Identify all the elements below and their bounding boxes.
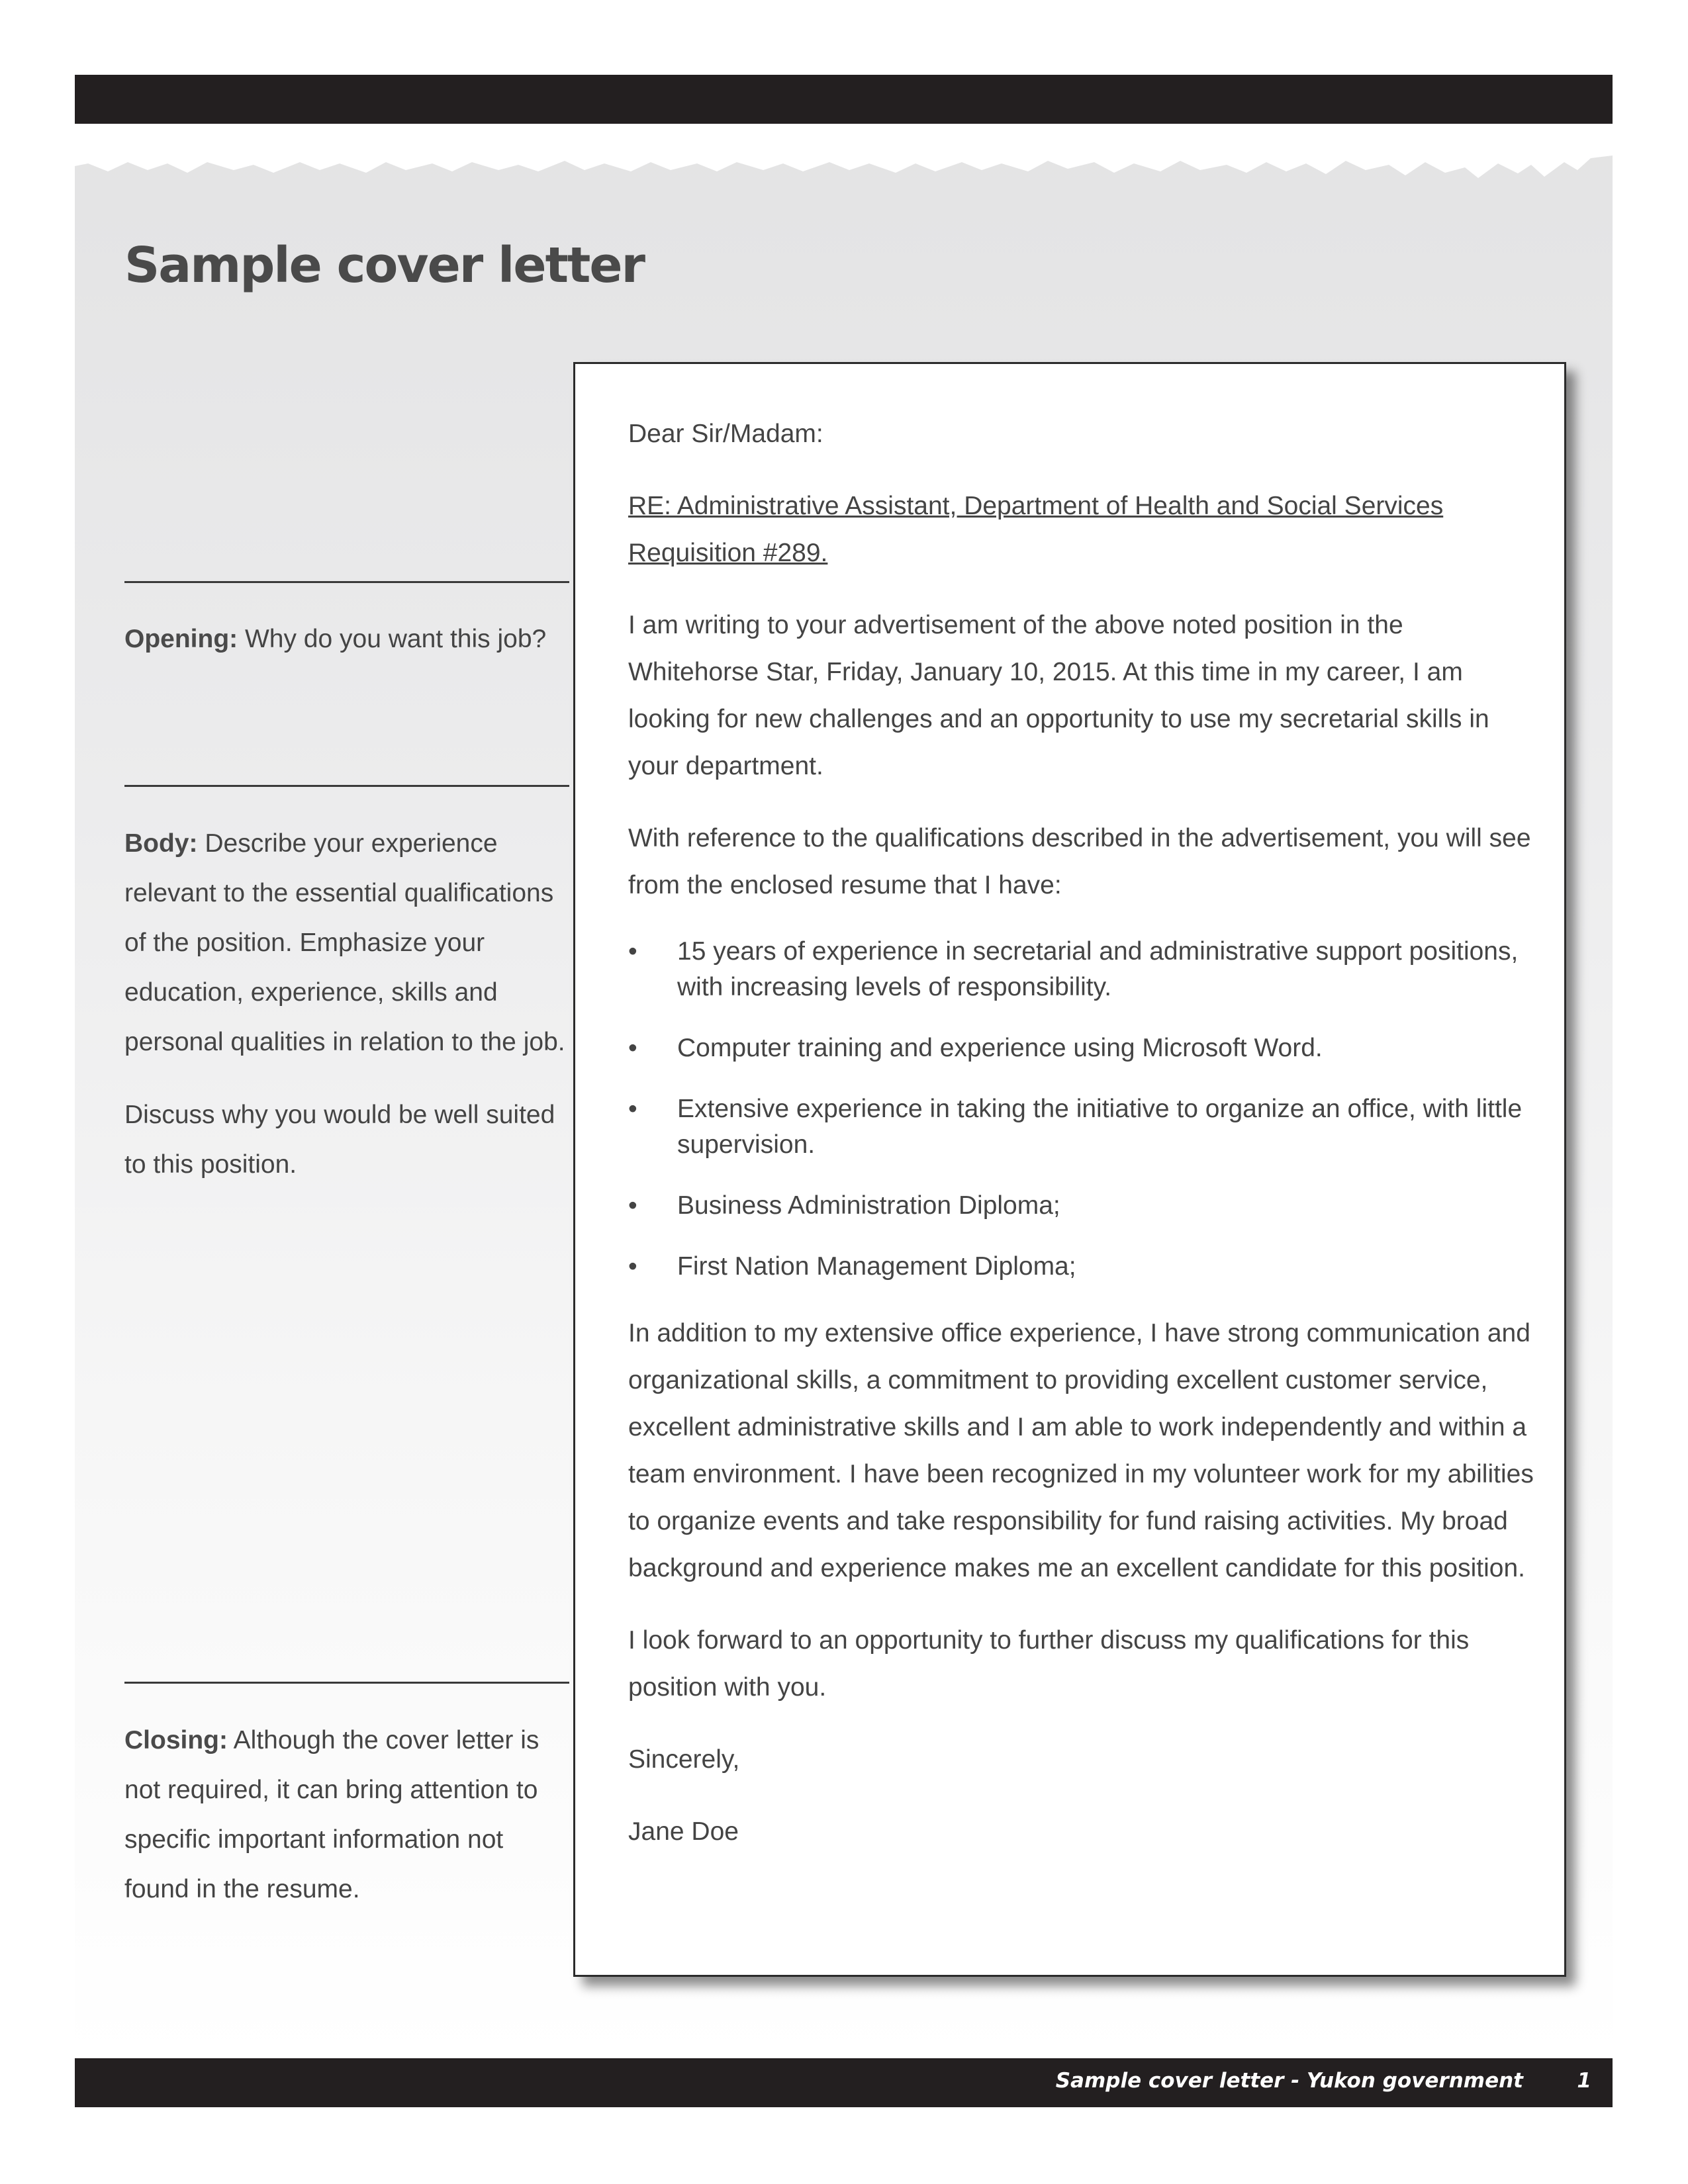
list-item: • Business Administration Diploma; <box>628 1188 1535 1224</box>
re-line <box>628 482 1535 576</box>
paragraph-reference: With reference to the qualifications described in the advertisement, you will see from the enclosed resume that I have: <box>628 824 1531 899</box>
bullet-icon: • <box>628 1191 637 1220</box>
annotation-closing <box>124 1715 548 1937</box>
bullet-icon: • <box>628 1095 637 1123</box>
divider-closing <box>124 1682 569 1684</box>
salutation: Dear Sir/Madam: <box>628 420 823 448</box>
body-label: Body: <box>124 829 198 858</box>
closing-label: Closing: <box>124 1726 228 1754</box>
sign-off: Sincerely, <box>628 1745 740 1774</box>
list-item: • Computer training and experience using Microsoft Word. <box>628 1030 1535 1066</box>
paragraph-addition: In addition to my extensive office experience, I have strong communication and organizational skills, a commitment to providing excellent customer service, excellent administrative skills and I am able to work independently and within a team environment. I have been recognized in my volunteer work for my abilities to organize events and take responsibility for fund raising activities. My broad background and experience makes me an excellent candidate for this position. <box>628 1319 1534 1582</box>
divider-opening <box>124 581 569 583</box>
body-text-2: Discuss why you would be well suited to this position. <box>124 1101 555 1179</box>
opening-label: Opening: <box>124 625 238 653</box>
footer-text: Sample cover letter - Yukon government <box>1055 2069 1523 2093</box>
signature: Jane Doe <box>628 1817 739 1846</box>
page-number: 1 <box>1577 2069 1591 2093</box>
bullet-icon: • <box>628 1252 637 1281</box>
annotation-opening <box>124 614 575 687</box>
qualification-list <box>628 934 1535 1285</box>
re-line-1: RE: Administrative Assistant, Department of Health and Social Services <box>628 492 1444 520</box>
body-text: Describe your experience relevant to the essential qualifications of the position. Emphasize your education, experience, skills and personal qualities in relation to the job. <box>124 829 565 1056</box>
divider-body <box>124 785 569 787</box>
re-line-2: Requisition #289. <box>628 539 828 567</box>
list-item: • First Nation Management Diploma; <box>628 1249 1535 1285</box>
annotation-body <box>124 819 575 1212</box>
list-item: • 15 years of experience in secretarial and administrative support positions, with increasing levels of responsibility. <box>628 934 1535 1005</box>
footer-bar <box>75 2058 1613 2107</box>
paragraph-opening: I am writing to your advertisement of the above noted position in the Whitehorse Star, Friday, January 10, 2015. At this time in my career, I am looking for new challenges and an opportunity to use my secretarial skills in your department. <box>628 611 1489 780</box>
page-title: Sample cover letter <box>124 237 644 294</box>
cover-letter <box>573 362 1566 1977</box>
torn-paper-edge <box>75 124 1613 197</box>
paragraph-closing: I look forward to an opportunity to further discuss my qualifications for this position with you. <box>628 1626 1470 1702</box>
bullet-icon: • <box>628 937 637 966</box>
list-item: • Extensive experience in taking the initiative to organize an office, with little supervision. <box>628 1091 1535 1163</box>
header-bar <box>75 75 1613 124</box>
bullet-icon: • <box>628 1034 637 1062</box>
closing-text: Although the cover letter is not required, it can bring attention to specific important information not found in the resume. <box>124 1726 539 1903</box>
opening-text: Why do you want this job? <box>238 625 547 653</box>
